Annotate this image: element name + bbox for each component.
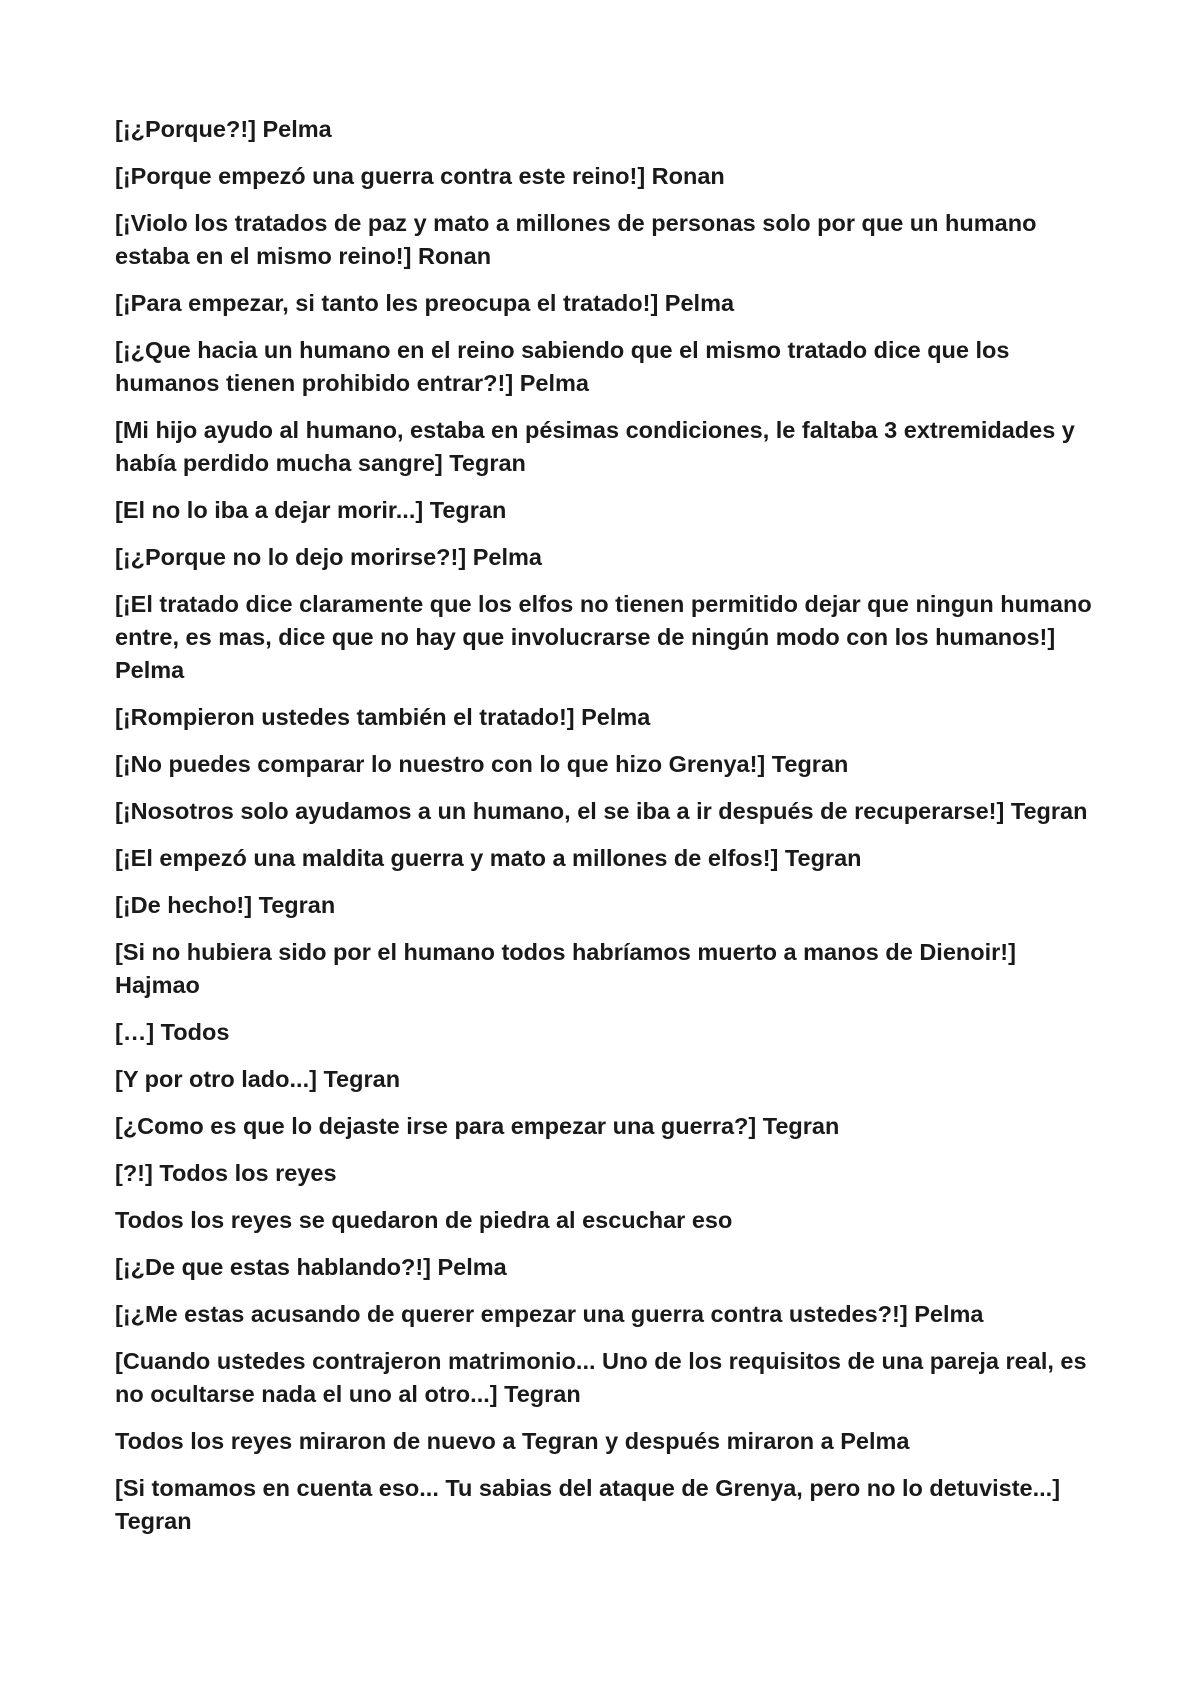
- paragraph: [?!] Todos los reyes: [115, 1160, 337, 1186]
- paragraph: [¡No puedes comparar lo nuestro con lo que hizo Grenya!] Tegran: [115, 751, 849, 777]
- paragraph: [¡El empezó una maldita guerra y mato a millones de elfos!] Tegran: [115, 845, 862, 871]
- paragraph: [¡De hecho!] Tegran: [115, 892, 336, 918]
- paragraph: [¡¿Que hacia un humano en el reino sabiendo que el mismo tratado dice que los humanos tienen prohibido entrar?!] Pelma: [115, 337, 1010, 396]
- paragraph: […] Todos: [115, 1019, 230, 1045]
- paragraph: [¡¿Me estas acusando de querer empezar una guerra contra ustedes?!] Pelma: [115, 1301, 984, 1327]
- document-page: [115, 113, 1100, 1552]
- paragraph: [Cuando ustedes contrajeron matrimonio... Uno de los requisitos de una pareja real, es no ocultarse nada el uno al otro...] Tegran: [115, 1348, 1087, 1407]
- paragraph: [Si tomamos en cuenta eso... Tu sabias del ataque de Grenya, pero no lo detuviste...] Tegran: [115, 1475, 1061, 1534]
- paragraph: [¡Violo los tratados de paz y mato a millones de personas solo por que un humano estaba en el mismo reino!] Ronan: [115, 210, 1037, 269]
- paragraph: [El no lo iba a dejar morir...] Tegran: [115, 497, 507, 523]
- paragraph: Todos los reyes se quedaron de piedra al escuchar eso: [115, 1207, 733, 1233]
- paragraph: [¡¿Porque no lo dejo morirse?!] Pelma: [115, 544, 542, 570]
- paragraph: Todos los reyes miraron de nuevo a Tegran y después miraron a Pelma: [115, 1428, 910, 1454]
- paragraph: [¡Porque empezó una guerra contra este reino!] Ronan: [115, 163, 725, 189]
- paragraph: [¡Rompieron ustedes también el tratado!] Pelma: [115, 704, 651, 730]
- paragraph: [Y por otro lado...] Tegran: [115, 1066, 401, 1092]
- paragraph: [Si no hubiera sido por el humano todos habríamos muerto a manos de Dienoir!] Hajmao: [115, 939, 1016, 998]
- paragraph: [¡¿De que estas hablando?!] Pelma: [115, 1254, 507, 1280]
- paragraph: [¡Para empezar, si tanto les preocupa el tratado!] Pelma: [115, 290, 735, 316]
- paragraph: [¡El tratado dice claramente que los elfos no tienen permitido dejar que ningun humano entre, es mas, dice que no hay que involucrarse de ningún modo con los humanos!] Pelma: [115, 591, 1092, 683]
- paragraph: [¡¿Porque?!] Pelma: [115, 116, 332, 142]
- paragraph: [Mi hijo ayudo al humano, estaba en pésimas condiciones, le faltaba 3 extremidades y había perdido mucha sangre] Tegran: [115, 417, 1075, 476]
- paragraph: [¡Nosotros solo ayudamos a un humano, el se iba a ir después de recuperarse!] Tegran: [115, 798, 1088, 824]
- paragraph: [¿Como es que lo dejaste irse para empezar una guerra?] Tegran: [115, 1113, 840, 1139]
